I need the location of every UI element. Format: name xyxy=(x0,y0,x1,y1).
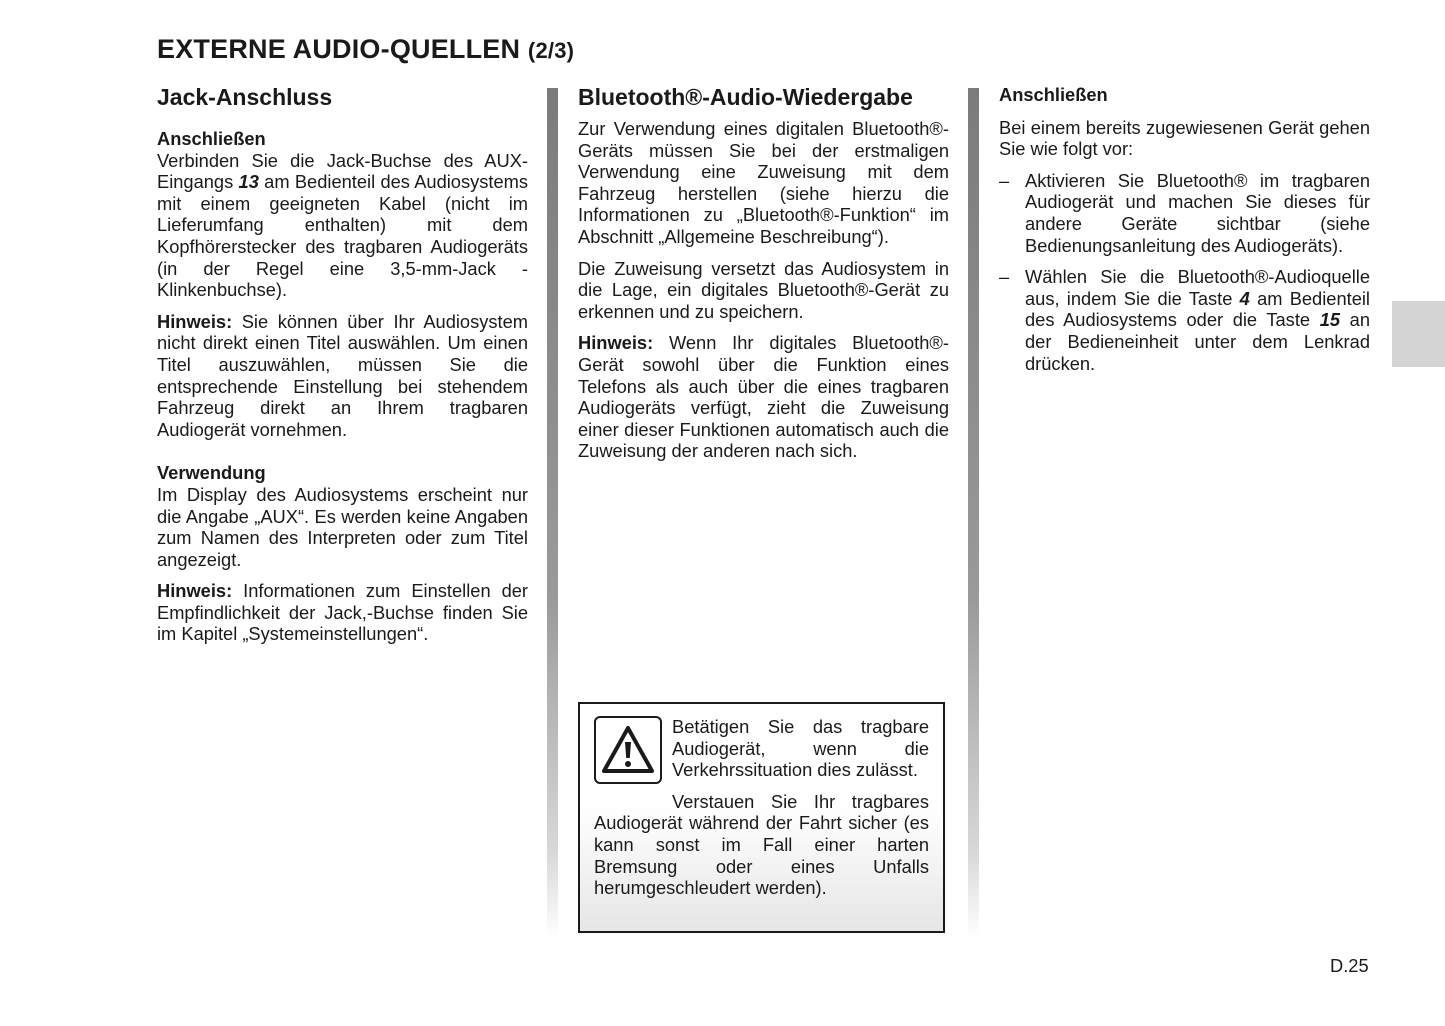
connect-step-2: – Wählen Sie die Bluetooth®-Audioquelle aus, indem Sie die Taste 4 am Bedienteil des Audiosystems oder die Taste 15 an der Bedieneinheit unter dem Lenkrad drücken. xyxy=(999,266,1370,374)
column-jack xyxy=(157,84,528,655)
connect-steps xyxy=(999,170,1370,374)
column-divider-right xyxy=(968,88,979,938)
chapter-tab xyxy=(1392,301,1445,367)
jack-usage-title: Verwendung xyxy=(157,462,266,484)
bluetooth-heading: Bluetooth®-Audio-Wiedergabe xyxy=(578,84,913,110)
jack-connect-title: Anschließen xyxy=(157,128,266,149)
control-number: 4 xyxy=(1239,287,1250,309)
bluetooth-para-2: Die Zuweisung versetzt das Audiosystem in die Lage, ein digitales Bluetooth®-Gerät zu erkennen und zu speichern. xyxy=(578,257,949,322)
connect-title: Anschließen xyxy=(999,84,1108,105)
warning-para-2: Verstauen Sie Ihr tragbares Audiogerät während der Fahrt sicher (es kann sonst im Fall einer harten Bremsung oder eines Unfalls herumgeschleudert werden). xyxy=(594,790,929,899)
jack-heading: Jack-Anschluss xyxy=(157,84,333,110)
bluetooth-para-1: Zur Verwendung eines digitalen Bluetooth®-Geräts müssen Sie bei der erstmaligen Verwendung eine Zuweisung mit dem Fahrzeug herstellen (siehe hierzu die Informationen zu „Bluetooth®-Funktion“ im Abschnitt „Allgemeine Beschreibung“). xyxy=(578,118,949,247)
connect-step-1: – Aktivieren Sie Bluetooth® im tragbaren Audiogerät und machen Sie dieses für andere Geräte sichtbar (siehe Bedienungsanleitung des Audiogeräts). xyxy=(999,170,1370,256)
column-bluetooth xyxy=(578,84,949,472)
title-text: EXTERNE AUDIO-QUELLEN xyxy=(157,34,521,64)
jack-note-2: Hinweis: Informationen zum Einstellen der Empfindlichkeit der Jack,-Buchse finden Sie im Kapitel „Systemeinstellungen“. xyxy=(157,580,528,645)
jack-usage-text: Im Display des Audiosystems erscheint nur die Angabe „AUX“. Es werden keine Angaben zum Namen des Interpreten oder zum Titel angezeigt. xyxy=(157,483,528,570)
page-number: D.25 xyxy=(1330,955,1369,976)
column-divider-left xyxy=(547,88,558,938)
jack-connect-text: Verbinden Sie die Jack-Buchse des AUX-Eingangs 13 am Bedienteil des Audiosystems mit einem geeigneten Kabel (nicht im Lieferumfang enthalten) mit dem Kopfhörerstecker des tragbaren Audiogeräts (in der Regel eine 3,5-mm-Jack -Klinkenbuchse). xyxy=(157,149,529,301)
column-connect xyxy=(999,84,1370,384)
warning-triangle-icon xyxy=(594,716,662,784)
control-number: 15 xyxy=(1319,309,1341,331)
warning-box xyxy=(578,702,945,933)
page-title xyxy=(157,34,574,65)
jack-note-1: Hinweis: Sie können über Ihr Audiosystem nicht direkt einen Titel auswählen. Um einen Titel auszuwählen, müssen Sie die entsprechende Einstellung bei stehendem Fahrzeug direkt an Ihrem tragbaren Audiogerät vornehmen. xyxy=(157,310,528,440)
title-part: (2/3) xyxy=(527,38,575,63)
warning-para-1: Betätigen Sie das tragbare Audiogerät, wenn die Verkehrssituation dies zulässt. xyxy=(672,716,929,781)
bluetooth-note: Hinweis: Wenn Ihr digitales Bluetooth®-Gerät sowohl über die Funktion eines Telefons als auch über die eines tragbaren Audiogeräts verfügt, zieht die Zuweisung einer dieser Funktionen automatisch auch die Zuweisung der anderen nach sich. xyxy=(578,332,949,462)
connect-intro: Bei einem bereits zugewiesenen Gerät gehen Sie wie folgt vor: xyxy=(999,116,1370,160)
control-number: 13 xyxy=(238,171,259,193)
